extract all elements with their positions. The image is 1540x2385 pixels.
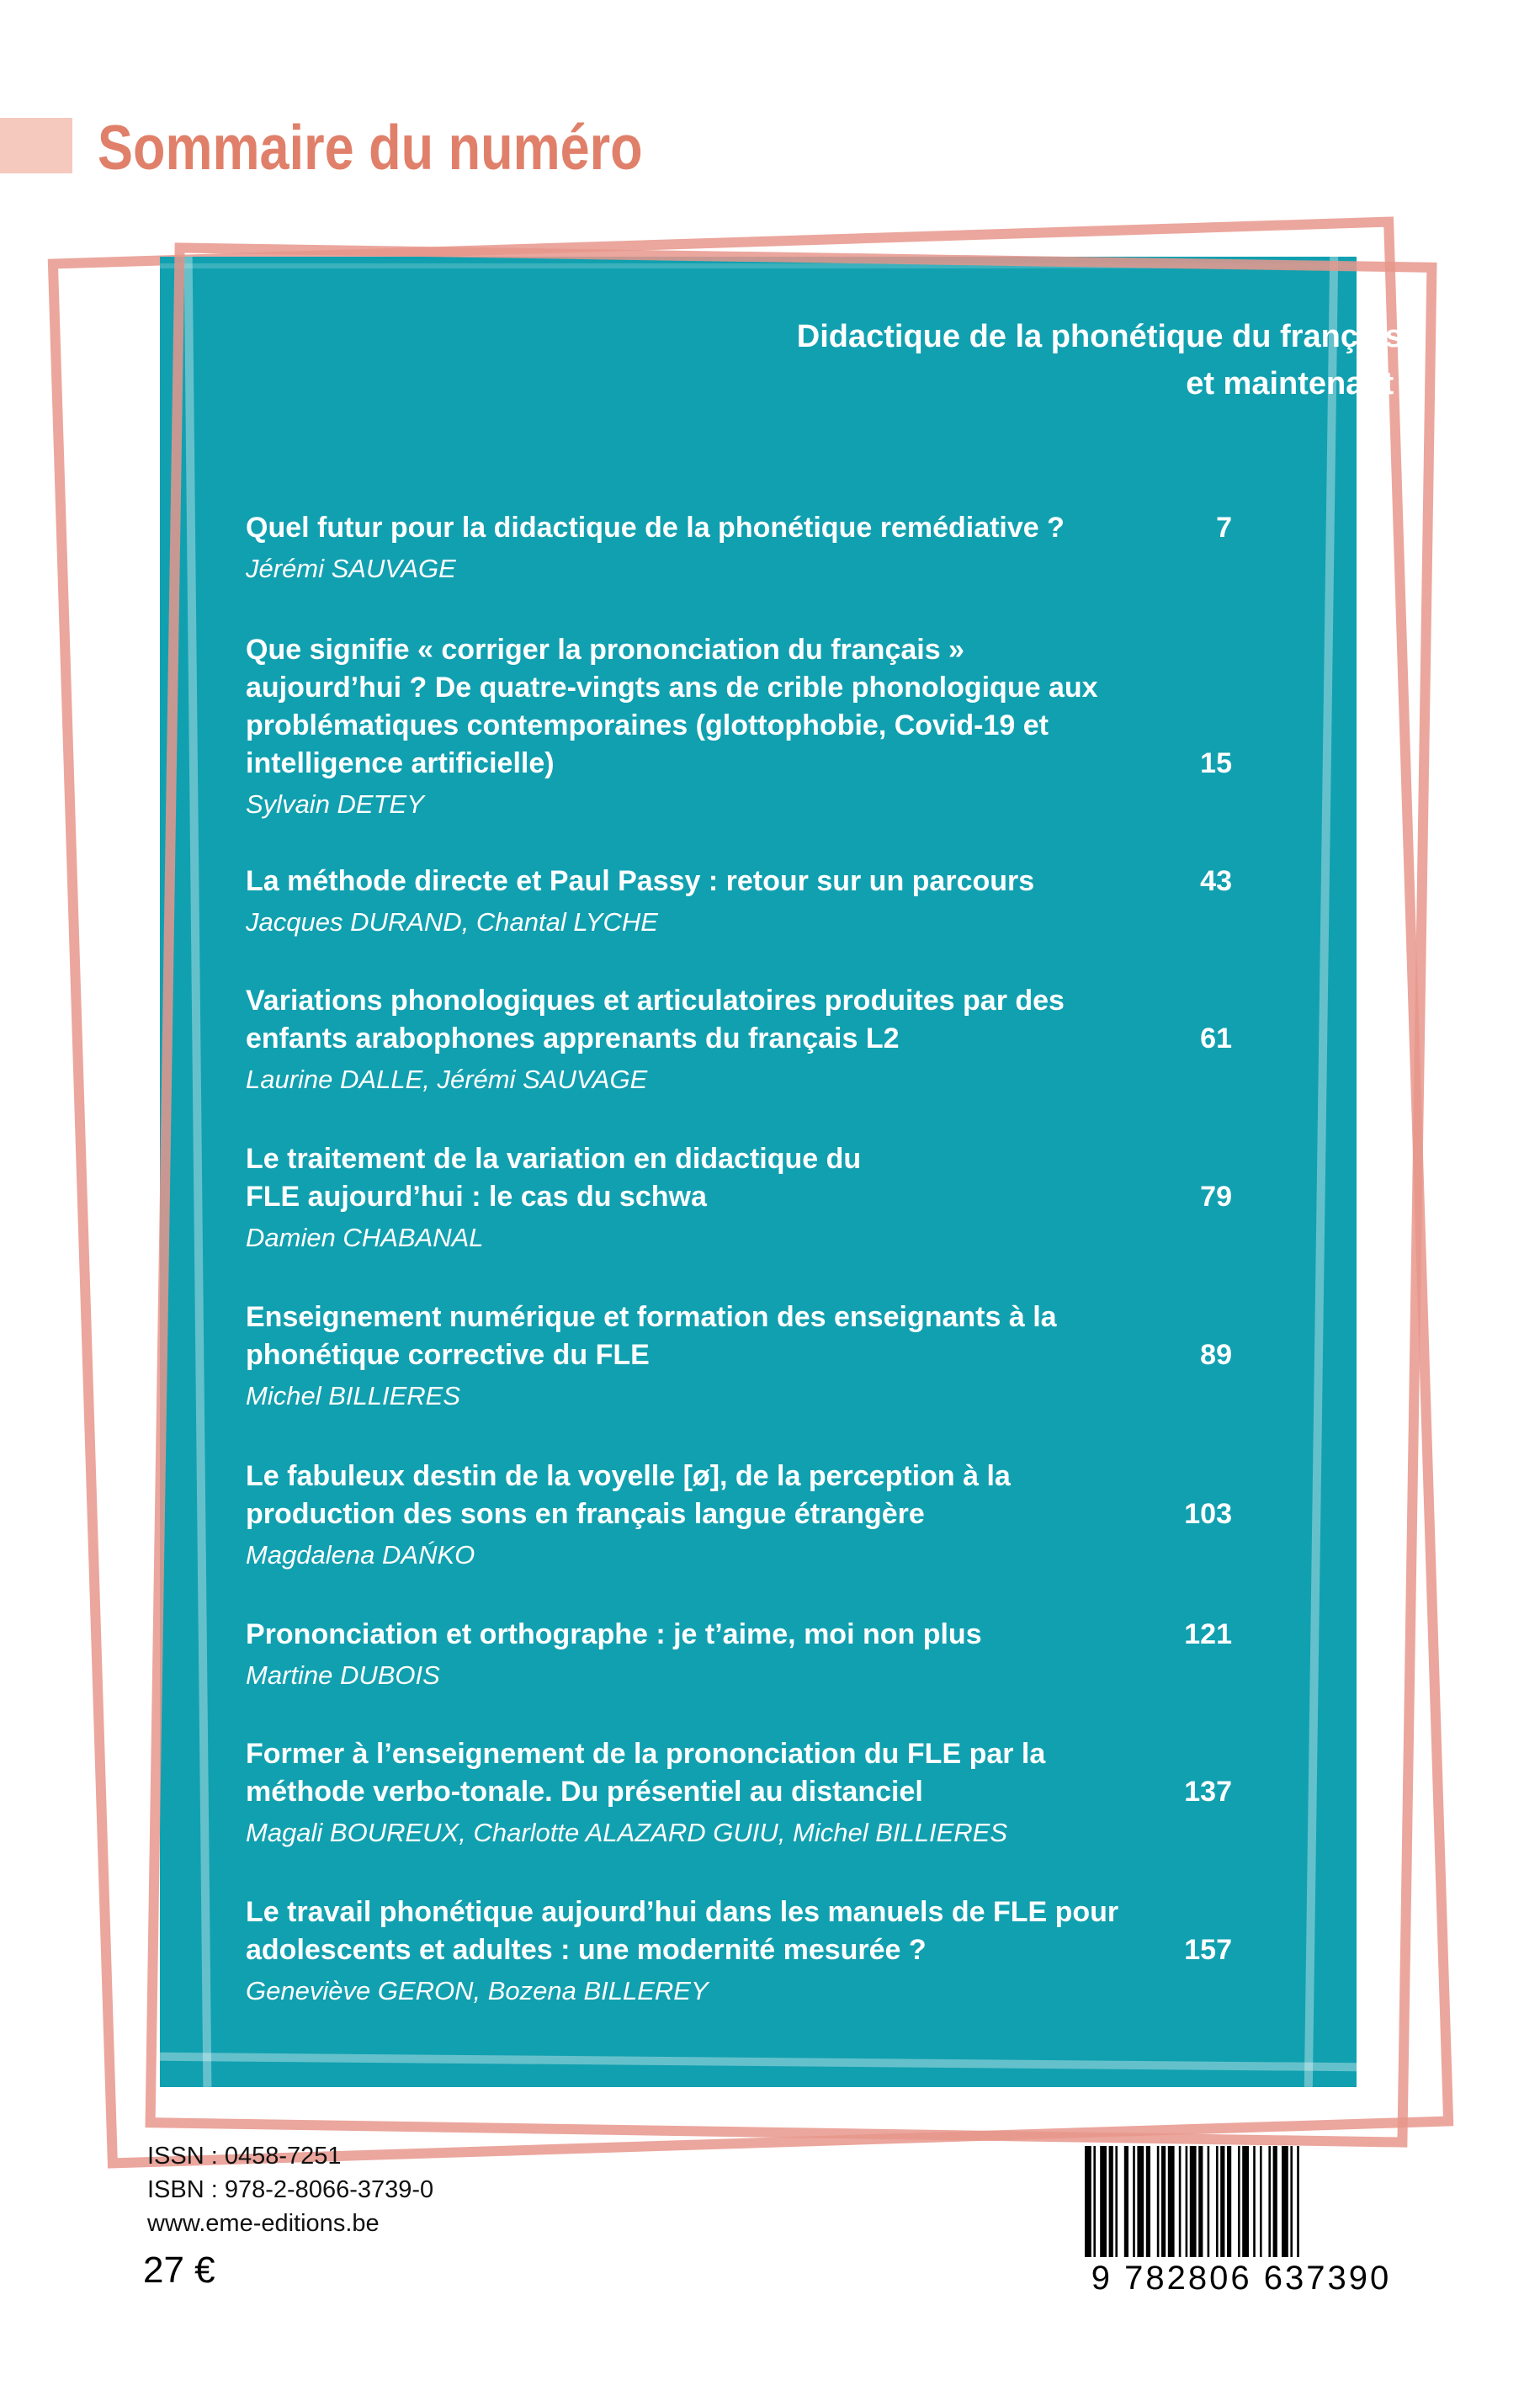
- toc-entry-page: 157: [1184, 1934, 1232, 1966]
- barcode-digits: 9 782806 637390: [1081, 2257, 1401, 2299]
- barcode-bar: [1216, 2146, 1219, 2272]
- toc-entry: [246, 863, 1232, 944]
- toc-entry-authors: Magdalena DAŃKO: [246, 1540, 475, 1570]
- toc-entry-title: La méthode directe et Paul Passy : retour sur un parcours: [246, 865, 1035, 897]
- barcode-bar: [1268, 2146, 1271, 2272]
- website-link[interactable]: www.eme-editions.be: [147, 2210, 380, 2237]
- isbn: ISBN : 978-2-8066-3739-0: [147, 2176, 434, 2203]
- toc-entry: [246, 1140, 1232, 1260]
- toc-entry-page: 61: [1200, 1023, 1232, 1054]
- toc-entry: [246, 1458, 1232, 1577]
- toc-entry-page: 89: [1200, 1339, 1232, 1371]
- barcode-bar: [1227, 2146, 1231, 2272]
- toc-entry-authors: Damien CHABANAL: [246, 1223, 484, 1252]
- toc-entry-title: Enseignement numérique et formation des enseignants à la phonétique corrective du FLE: [246, 1301, 1057, 1371]
- toc-entry-page: 121: [1184, 1618, 1232, 1650]
- barcode-bar: [1253, 2146, 1256, 2272]
- toc-entry: [246, 982, 1232, 1102]
- barcode-bar: [1100, 2146, 1107, 2272]
- toc-entry-page: 137: [1184, 1776, 1232, 1808]
- toc-entry-page: 43: [1200, 865, 1232, 897]
- barcode-bar: [1297, 2146, 1299, 2272]
- barcode-bar: [1168, 2146, 1175, 2272]
- barcode-bar: [1198, 2146, 1203, 2272]
- issn: ISSN : 0458-7251: [147, 2143, 342, 2170]
- barcode-bar: [1137, 2146, 1144, 2272]
- title-accent-block: [0, 118, 72, 173]
- barcode-bar: [1190, 2146, 1197, 2272]
- barcode-bar: [1208, 2146, 1210, 2272]
- barcode-bar: [1115, 2146, 1118, 2272]
- toc-entry-title: Le fabuleux destin de la voyelle [ø], de la perception à la production des sons en français langue étrangère: [246, 1460, 1011, 1530]
- barcode-bar: [1220, 2146, 1224, 2272]
- barcode-bar: [1186, 2146, 1188, 2272]
- barcode-bar: [1109, 2146, 1113, 2272]
- barcode-bar: [1146, 2146, 1150, 2272]
- toc-entry-authors: Sylvain DETEY: [246, 789, 424, 819]
- toc-entry: [246, 509, 1232, 591]
- toc-entry-authors: Geneviève GERON, Bozena BILLEREY: [246, 1976, 709, 2005]
- toc-entry-page: 7: [1216, 512, 1232, 544]
- barcode-bar: [1133, 2146, 1135, 2272]
- toc-entry-page: 103: [1184, 1498, 1232, 1530]
- toc-entry-authors: Magali BOUREUX, Charlotte ALAZARD GUIU, Michel BILLIERES: [246, 1818, 1008, 1847]
- toc-entry-title: Former à l’enseignement de la prononciation du FLE par la méthode verbo-tonale. Du présentiel au distanciel: [246, 1738, 1046, 1808]
- toc-entry: [246, 1616, 1232, 1697]
- toc-entry-title: Variations phonologiques et articulatoires produites par des enfants arabophones apprenants du français L2: [246, 985, 1065, 1054]
- barcode-bar: [1260, 2146, 1262, 2272]
- toc-entry: [246, 1735, 1232, 1855]
- barcode-bar: [1282, 2146, 1288, 2272]
- publication-info: [147, 2139, 433, 2240]
- toc-entry-page: 79: [1200, 1181, 1232, 1213]
- issue-title-line2: et maintenant ?: [1186, 366, 1422, 401]
- toc-entry-authors: Martine DUBOIS: [246, 1660, 440, 1690]
- toc-entry-title: Le traitement de la variation en didactique du FLE aujourd’hui : le cas du schwa: [246, 1143, 862, 1213]
- toc-entry: [246, 631, 1232, 826]
- barcode-bar: [1093, 2146, 1096, 2272]
- barcode-bar: [1242, 2146, 1249, 2272]
- toc-entry-authors: Jacques DURAND, Chantal LYCHE: [246, 907, 658, 937]
- toc-entry-title: Que signifie « corriger la prononciation du français » aujourd’hui ? De quatre-vingts ans de crible phonologique aux problématiques contemporaines (glottophobie, Covid-19 et intelligence artificielle): [246, 634, 1098, 779]
- toc-entry-title: Prononciation et orthographe : je t’aime, moi non plus: [246, 1618, 982, 1650]
- toc-entry-page: 15: [1200, 747, 1232, 779]
- barcode-bar: [1238, 2146, 1240, 2272]
- issue-title: [497, 313, 1422, 407]
- toc-entry: [246, 1894, 1232, 2013]
- toc-entry-authors: Laurine DALLE, Jérémi SAUVAGE: [246, 1065, 648, 1094]
- barcode-bar: [1157, 2146, 1160, 2272]
- issue-title-line1: Didactique de la phonétique du français :: [796, 319, 1422, 354]
- toc-entry-title: Quel futur pour la didactique de la phonétique remédiative ?: [246, 512, 1065, 544]
- toc-entry-title: Le travail phonétique aujourd’hui dans les manuels de FLE pour adolescents et adultes : une modernité mesurée ?: [246, 1896, 1119, 1966]
- toc-entry-authors: Jérémi SAUVAGE: [246, 554, 456, 583]
- barcode-bar: [1273, 2146, 1277, 2272]
- price: 27 €: [143, 2250, 215, 2291]
- barcode-bar: [1085, 2146, 1091, 2272]
- barcode-bar: [1290, 2146, 1293, 2272]
- toc-entry: [246, 1299, 1232, 1418]
- page-title: Sommaire du numéro: [98, 112, 643, 183]
- barcode-bar: [1161, 2146, 1166, 2272]
- toc-entry-authors: Michel BILLIERES: [246, 1381, 460, 1410]
- barcode-bar: [1124, 2146, 1128, 2272]
- barcode-bar: [1179, 2146, 1182, 2272]
